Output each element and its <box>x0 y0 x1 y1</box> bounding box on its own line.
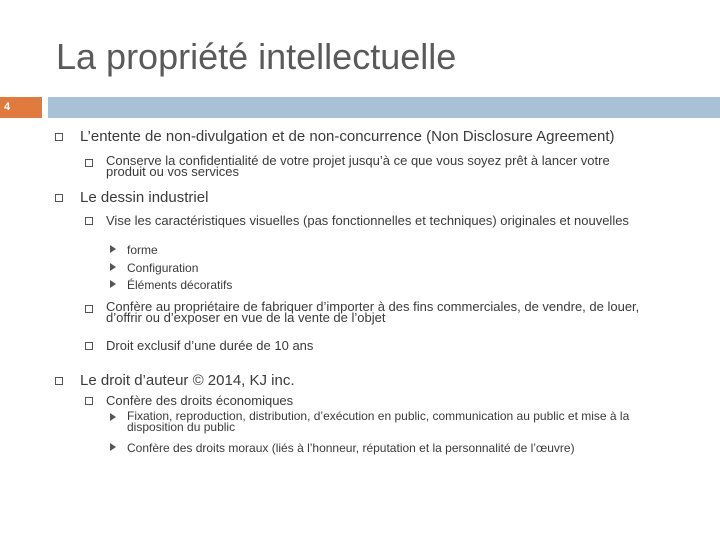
copyright-bullet1-line2: disposition du public <box>127 420 236 434</box>
arrow-bullet-icon <box>110 245 116 253</box>
square-bullet-icon <box>85 159 93 167</box>
nda-sub-line2: produit ou vos services <box>106 164 239 179</box>
arrow-bullet-icon <box>110 280 116 288</box>
copyright-bullet2: Confère des droits moraux (liés à l’honneur, réputation et la personnalité de l’œuvre) <box>127 441 575 455</box>
square-bullet-icon <box>85 397 93 405</box>
square-bullet-icon <box>55 194 63 202</box>
design-bullet-item <box>127 278 232 292</box>
design-bullet-2: Configuration <box>127 261 199 275</box>
slide-number: 4 <box>4 101 11 113</box>
arrow-bullet-icon <box>110 263 116 271</box>
design-sub2-line1: Confère au propriétaire de fabriquer d’importer à des fins commerciales, de vendre, de louer, <box>106 299 640 314</box>
design-heading-item <box>80 189 208 206</box>
copyright-heading-item <box>80 372 295 389</box>
copyright-sub1-item <box>106 393 293 408</box>
copyright-sub1: Confère des droits économiques <box>106 393 294 408</box>
design-sub1: Vise les caractéristiques visuelles (pas fonctionnelles et techniques) originales et nouvelles <box>106 213 629 228</box>
header-band <box>48 97 720 118</box>
slide-title: La propriété intellectuelle <box>56 36 457 77</box>
square-bullet-icon <box>55 133 63 141</box>
arrow-bullet-icon <box>110 413 116 421</box>
design-sub3-item <box>106 338 313 353</box>
square-bullet-icon <box>85 342 93 350</box>
design-bullet-1: forme <box>127 243 158 257</box>
copyright-heading: Le droit d’auteur © 2014, KJ inc. <box>80 372 295 389</box>
design-sub1-item <box>106 213 629 228</box>
nda-heading-item <box>80 128 615 145</box>
design-bullet-item <box>127 261 198 275</box>
nda-heading: L’entente de non-divulgation et de non-concurrence (Non Disclosure Agreement) <box>80 128 615 145</box>
nda-sub-line1: Conserve la confidentialité de votre projet jusqu’à ce que vous soyez prêt à lancer votre <box>106 153 610 168</box>
square-bullet-icon <box>85 217 93 225</box>
design-heading: Le dessin industriel <box>80 189 209 206</box>
square-bullet-icon <box>85 305 93 313</box>
design-sub3: Droit exclusif d’une durée de 10 ans <box>106 338 314 353</box>
design-sub2-line2: d’offrir ou d’exposer en vue de la vente de l’objet <box>106 310 386 325</box>
design-bullet-3: Éléments décoratifs <box>127 278 233 292</box>
arrow-bullet-icon <box>110 443 116 451</box>
copyright-bullet-item <box>127 411 629 433</box>
nda-sub-item <box>106 155 610 177</box>
square-bullet-icon <box>55 377 63 385</box>
design-sub2-item <box>106 301 639 323</box>
slide-number-box <box>0 97 42 118</box>
design-bullet-item <box>127 243 158 257</box>
copyright-bullet-item <box>127 441 575 455</box>
copyright-bullet1-line1: Fixation, reproduction, distribution, d’exécution en public, communication au public et mise à la <box>127 409 630 423</box>
